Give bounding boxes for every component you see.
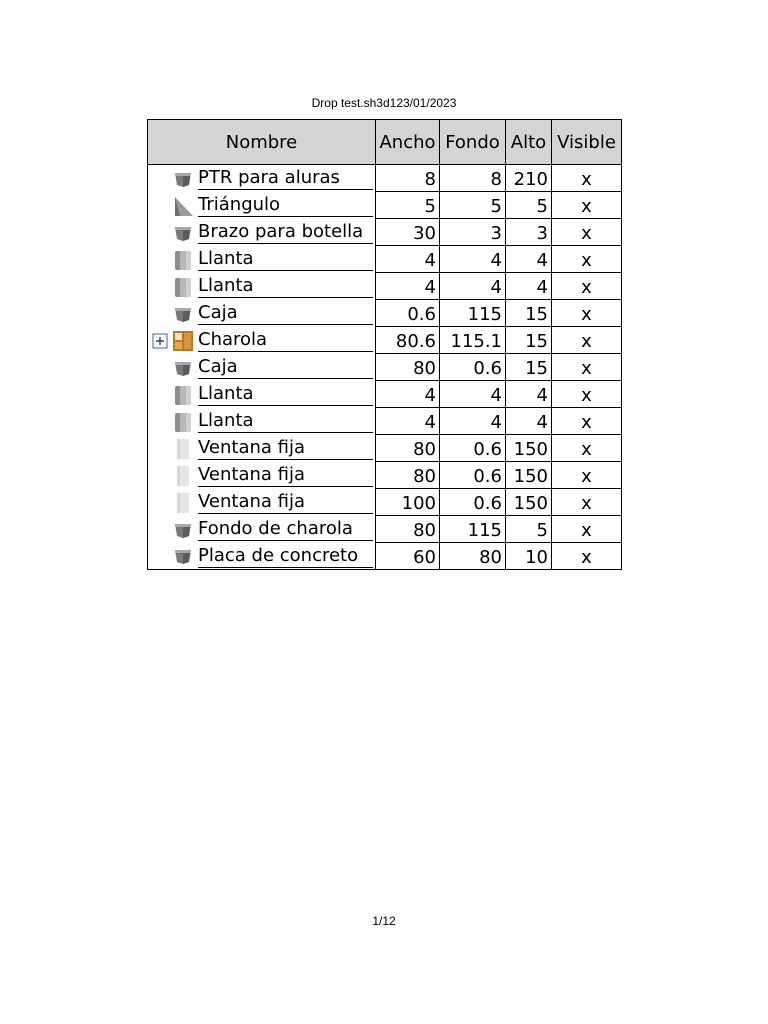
box-icon [172, 303, 194, 325]
box-icon [172, 545, 194, 567]
table-row[interactable] [148, 165, 622, 192]
cell-depth: 4 [440, 381, 506, 408]
cell-depth: 115 [440, 516, 506, 543]
cell-depth: 4 [440, 273, 506, 300]
table-row[interactable] [148, 408, 622, 435]
item-name: Ventana fija [198, 491, 306, 512]
cell-name [148, 300, 376, 327]
item-name: Triángulo [198, 194, 281, 215]
cell-height: 10 [506, 543, 552, 570]
column-header-visible[interactable]: Visible [552, 120, 622, 165]
cell-name [148, 165, 376, 192]
expander-spacer [152, 198, 168, 214]
expander-spacer [152, 495, 168, 511]
wheel-icon [172, 249, 194, 271]
cell-depth: 3 [440, 219, 506, 246]
table-row[interactable] [148, 516, 622, 543]
item-name: Brazo para botella [198, 221, 364, 242]
cell-depth: 0.6 [440, 435, 506, 462]
cell-name [148, 516, 376, 543]
expander-spacer [152, 306, 168, 322]
wheel-icon [172, 384, 194, 406]
cell-name [148, 489, 376, 516]
cell-width: 30 [376, 219, 440, 246]
cell-width: 60 [376, 543, 440, 570]
table-row[interactable] [148, 300, 622, 327]
item-name: Ventana fija [198, 464, 306, 485]
cell-height: 5 [506, 192, 552, 219]
cell-width: 0.6 [376, 300, 440, 327]
cell-name [148, 273, 376, 300]
expander-spacer [152, 225, 168, 241]
table-row[interactable] [148, 543, 622, 570]
cell-height: 210 [506, 165, 552, 192]
cell-height: 15 [506, 327, 552, 354]
cell-visible: x [552, 408, 622, 435]
table-row[interactable] [148, 354, 622, 381]
table-row[interactable] [148, 489, 622, 516]
window-icon [172, 438, 194, 460]
cell-width: 4 [376, 273, 440, 300]
cell-depth: 115 [440, 300, 506, 327]
cell-visible: x [552, 516, 622, 543]
cell-name [148, 408, 376, 435]
cell-name [148, 354, 376, 381]
table-row[interactable] [148, 381, 622, 408]
cell-depth: 80 [440, 543, 506, 570]
column-header-width[interactable]: Ancho [376, 120, 440, 165]
cell-width: 8 [376, 165, 440, 192]
cell-width: 4 [376, 246, 440, 273]
cell-depth: 4 [440, 408, 506, 435]
cell-visible: x [552, 273, 622, 300]
cell-height: 150 [506, 435, 552, 462]
cell-width: 80.6 [376, 327, 440, 354]
cell-visible: x [552, 219, 622, 246]
cell-name [148, 381, 376, 408]
expander-spacer [152, 522, 168, 538]
table-row[interactable] [148, 192, 622, 219]
cell-height: 15 [506, 354, 552, 381]
cell-visible: x [552, 192, 622, 219]
table-header-row [148, 120, 622, 165]
cell-width: 80 [376, 354, 440, 381]
table-row[interactable] [148, 462, 622, 489]
cell-visible: x [552, 300, 622, 327]
item-name: Llanta [198, 383, 254, 404]
column-header-depth[interactable]: Fondo [440, 120, 506, 165]
window-icon [172, 492, 194, 514]
cell-name [148, 462, 376, 489]
cell-visible: x [552, 381, 622, 408]
table-body [148, 165, 622, 570]
furniture-table [147, 119, 622, 570]
cell-depth: 0.6 [440, 462, 506, 489]
cell-width: 100 [376, 489, 440, 516]
cell-visible: x [552, 543, 622, 570]
table-row[interactable] [148, 435, 622, 462]
table-row[interactable] [148, 327, 622, 354]
item-name: Ventana fija [198, 437, 306, 458]
box-icon [172, 357, 194, 379]
cell-width: 4 [376, 408, 440, 435]
cell-depth: 0.6 [440, 354, 506, 381]
cell-visible: x [552, 435, 622, 462]
item-name: Llanta [198, 248, 254, 269]
expander-spacer [152, 441, 168, 457]
cell-height: 4 [506, 381, 552, 408]
box-icon [172, 222, 194, 244]
cell-name [148, 327, 376, 354]
cell-visible: x [552, 462, 622, 489]
cell-width: 4 [376, 381, 440, 408]
table-row[interactable] [148, 219, 622, 246]
cell-visible: x [552, 246, 622, 273]
cell-height: 3 [506, 219, 552, 246]
page-header: Drop test.sh3d123/01/2023 [311, 96, 457, 110]
wheel-icon [172, 411, 194, 433]
expander-spacer [152, 252, 168, 268]
expander-spacer [152, 171, 168, 187]
item-name: Llanta [198, 410, 254, 431]
cell-width: 80 [376, 435, 440, 462]
item-name: Fondo de charola [198, 518, 353, 539]
column-header-height[interactable]: Alto [506, 120, 552, 165]
wheel-icon [172, 276, 194, 298]
expander-spacer [152, 548, 168, 564]
triangle-icon [172, 195, 194, 217]
cell-height: 4 [506, 408, 552, 435]
column-header-name[interactable]: Nombre [148, 120, 376, 165]
cell-height: 150 [506, 489, 552, 516]
item-name: PTR para aluras [198, 167, 340, 188]
cell-height: 5 [506, 516, 552, 543]
expander-spacer [152, 468, 168, 484]
expand-group-icon[interactable] [152, 333, 168, 349]
table-row[interactable] [148, 246, 622, 273]
window-icon [172, 465, 194, 487]
table-row[interactable] [148, 273, 622, 300]
cell-depth: 5 [440, 192, 506, 219]
cell-height: 15 [506, 300, 552, 327]
expander-spacer [152, 414, 168, 430]
cell-visible: x [552, 354, 622, 381]
page-number: 1/12 [372, 914, 396, 928]
cell-width: 80 [376, 462, 440, 489]
expander-spacer [152, 279, 168, 295]
cell-visible: x [552, 327, 622, 354]
cell-visible: x [552, 489, 622, 516]
cell-name [148, 543, 376, 570]
cell-depth: 8 [440, 165, 506, 192]
cell-name [148, 246, 376, 273]
expander-spacer [152, 387, 168, 403]
cell-width: 80 [376, 516, 440, 543]
cell-depth: 0.6 [440, 489, 506, 516]
item-name: Charola [198, 329, 268, 350]
group-icon [172, 330, 194, 352]
cell-width: 5 [376, 192, 440, 219]
cell-height: 150 [506, 462, 552, 489]
cell-height: 4 [506, 273, 552, 300]
expander-spacer [152, 360, 168, 376]
cell-depth: 4 [440, 246, 506, 273]
cell-visible: x [552, 165, 622, 192]
item-name: Placa de concreto [198, 544, 359, 566]
cell-height: 4 [506, 246, 552, 273]
box-icon [172, 519, 194, 541]
item-name: Llanta [198, 275, 254, 296]
cell-depth: 115.1 [440, 327, 506, 354]
cell-name [148, 219, 376, 246]
box-icon [172, 168, 194, 190]
item-name: Caja [198, 356, 238, 377]
cell-name [148, 435, 376, 462]
cell-name [148, 192, 376, 219]
item-name: Caja [198, 302, 238, 323]
